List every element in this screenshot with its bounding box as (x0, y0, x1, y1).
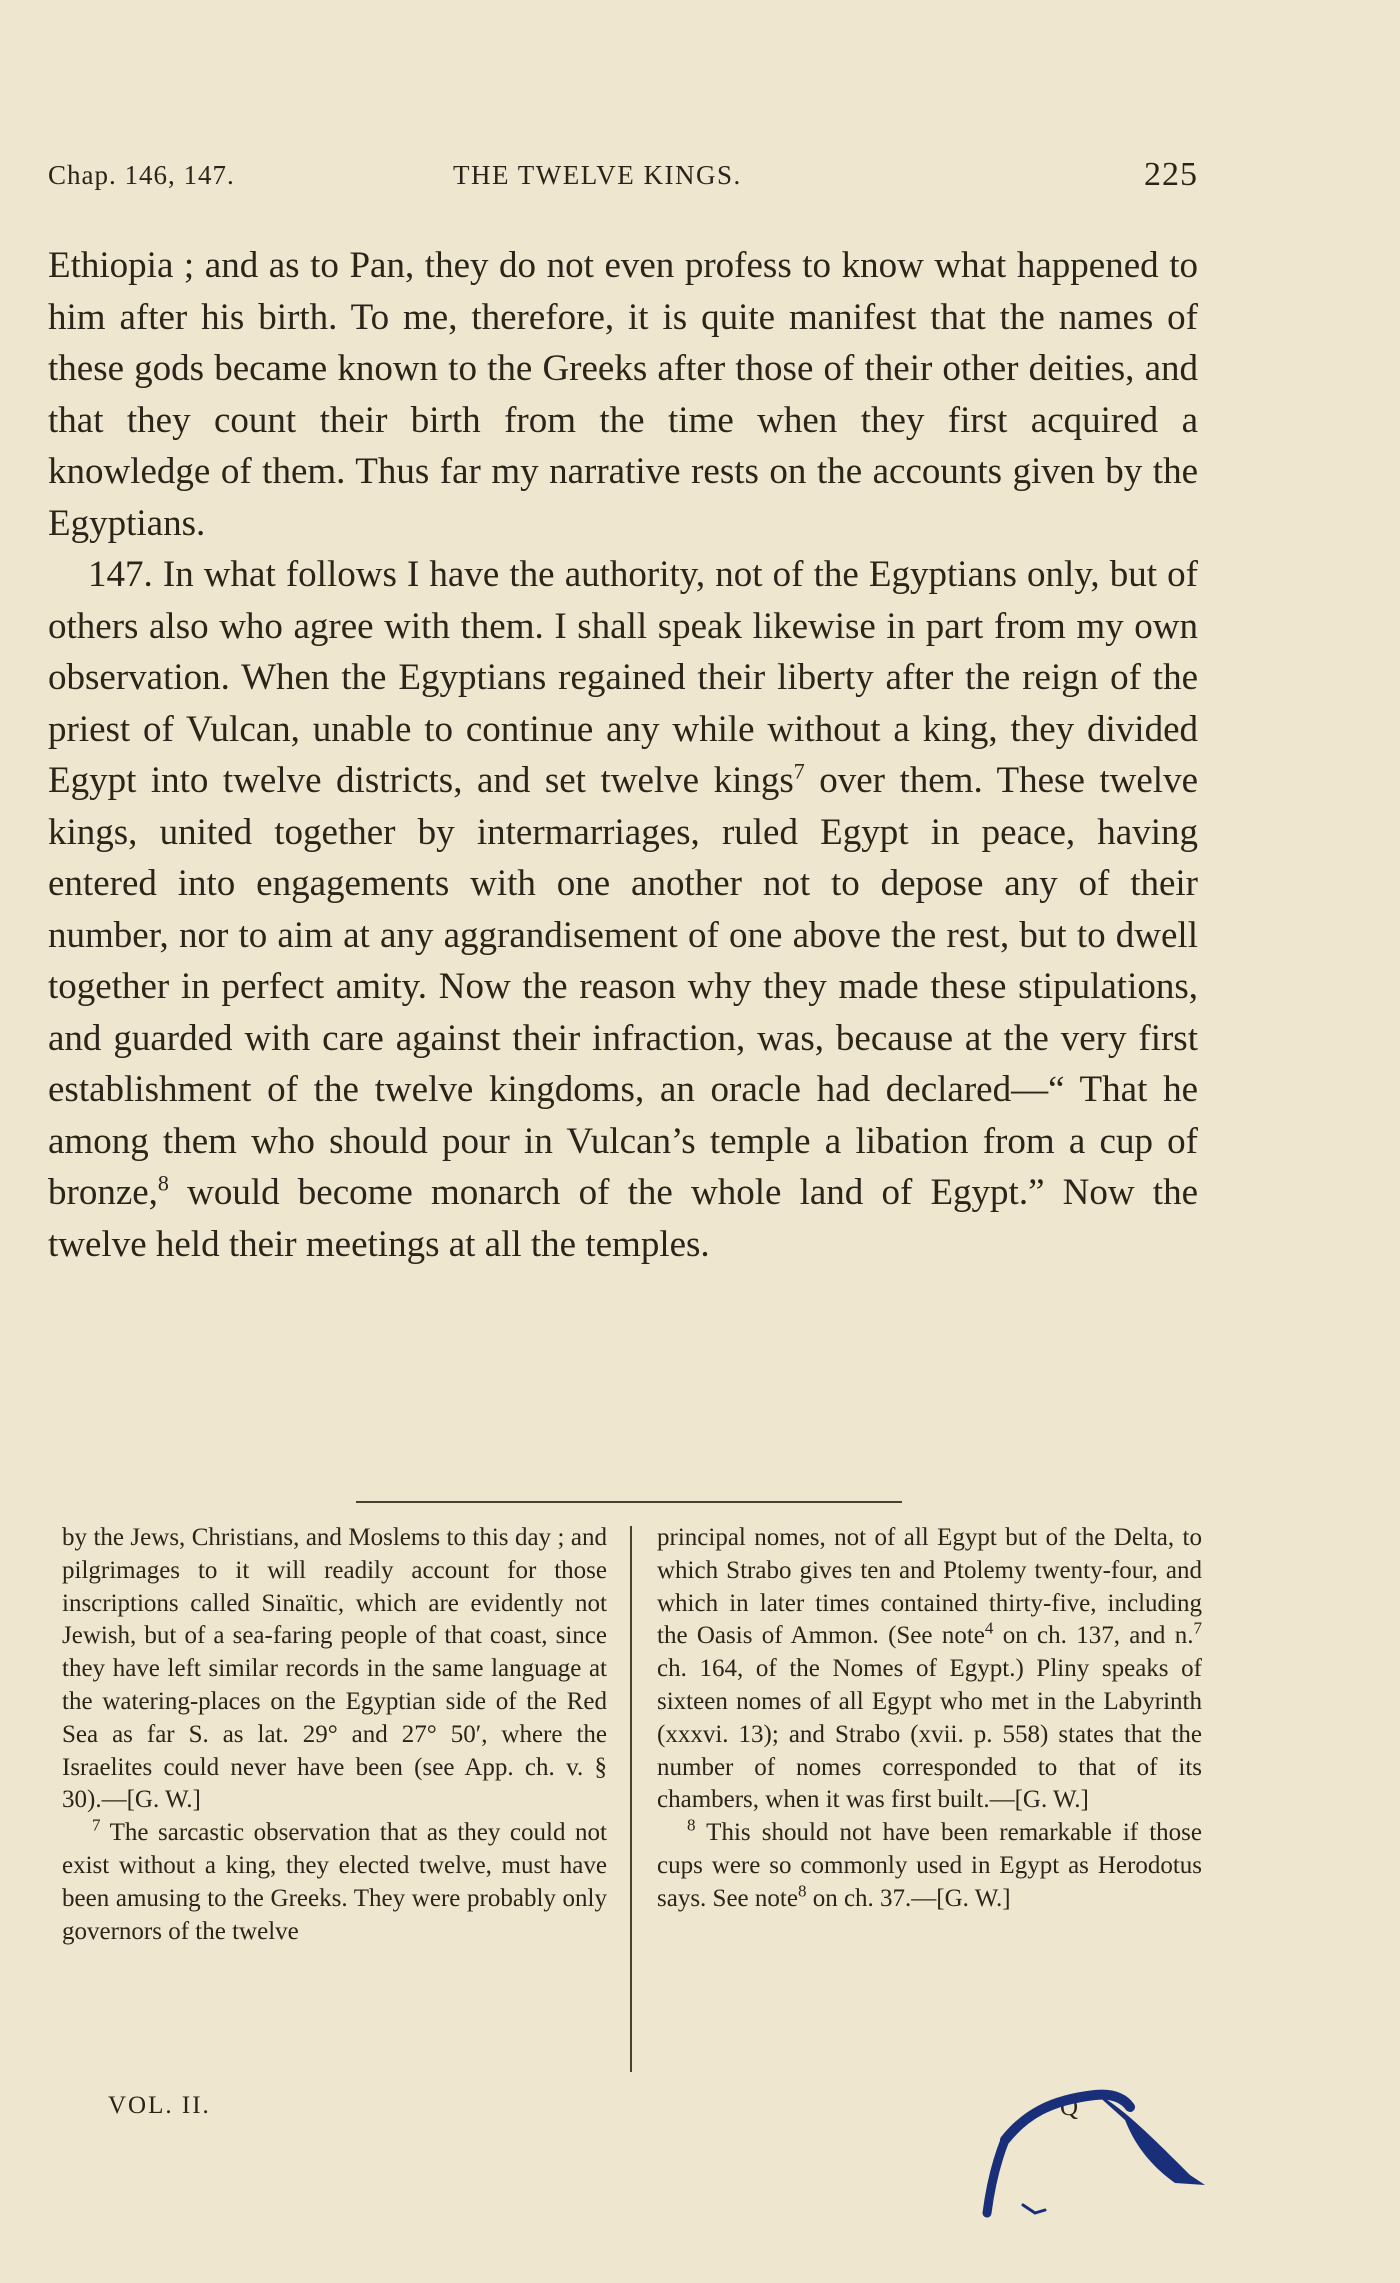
footnote-7-cont-part1: principal nomes, not of all Egypt but of the Delta, to which Strabo gives ten and Ptolemy twenty-four, and which in later times contained thirty-five, including the Oasis of Ammon. (See note (657, 1524, 1202, 1650)
footnote-continuation: by the Jews, Christians, and Moslems to this day ; and pilgrimages to it will readily account for those inscriptions called Sinaïtic, which are evidently not Jewish, but of a sea-faring people of that coast, since they have left similar records in the same language at the watering-places on the Egyptian side of the Red Sea as far S. as lat. 29° and 27° 50′, where the Israelites could never have been (see App. ch. v. § 30).—[G. W.] (62, 1524, 607, 1814)
paragraph-147-part2: over them. These twelve kings, united together by intermarriages, ruled Egypt in peace, having entered into engagements with one another not to depose any of their number, nor to aim at any aggrandisement of one above the rest, but to dwell together in perfect amity. Now the reason why they made these stipulations, and guarded with care against their infraction, was, because at the very first establishment of the twelve kingdoms, an oracle had declared—“ That he among them who should pour in Vulcan’s temple a libation from a cup of bronze, (48, 760, 1198, 1213)
paragraph-147-part1: 147. In what follows I have the authority, not of the Egyptians only, but of others also who agree with them. I shall speak likewise in part from my own observation. When the Egyptians regained their liberty after the reign of the priest of Vulcan, unable to continue any while without a king, they divided Egypt into twelve districts, and set twelve kings (48, 554, 1198, 801)
paragraph-147-part3: would become monarch of the whole land of Egypt.” Now the twelve held their meetings at all the temples. (48, 1172, 1198, 1265)
footnote-7-mark: 7 (92, 1815, 101, 1835)
main-text (48, 240, 1198, 1270)
footnote-7-cont-part3: ch. 164, of the Nomes of Egypt.) Pliny speaks of sixteen nomes of all Egypt who met in the Labyrinth (xxxvi. 13); and Strabo (xvii. p. 558) states that the number of nomes corresponded to that of its chambers, when it was first built.—[G. W.] (657, 1655, 1202, 1814)
signature-mark: Q (1060, 2094, 1079, 2121)
paragraph-continuation: Ethiopia ; and as to Pan, they do not even profess to know what happened to him after his birth. To me, therefore, it is quite manifest that the names of these gods became known to the Greeks after those of their other deities, and that they count their birth from the time when they first acquired a knowledge of them. Thus far my narrative rests on the accounts given by the Egyptians. (48, 245, 1198, 544)
footnote-column-left (62, 1522, 607, 1948)
chapter-reference: Chap. 146, 147. (48, 160, 235, 190)
ink-scribble-mark (935, 2045, 1225, 2225)
note-ref-7: 7 (1193, 1619, 1202, 1639)
footnote-7-continued (657, 1522, 1202, 1817)
volume-label: VOL. II. (108, 2092, 211, 2119)
paragraph-147 (48, 549, 1198, 1270)
footnote-ref-7: 7 (793, 758, 805, 784)
column-divider (630, 1526, 632, 2072)
footnote-8 (657, 1817, 1202, 1915)
page-number: 225 (1144, 156, 1198, 193)
footnote-8-text-b: on ch. 37.—[G. W.] (806, 1884, 1011, 1912)
footnote-ref-8: 8 (157, 1170, 169, 1196)
page-title: THE TWELVE KINGS. (453, 160, 742, 190)
note-ref-4: 4 (984, 1619, 994, 1639)
footnote-rule (356, 1501, 902, 1503)
footnote-8-text-a: This should not have been remarkable if those cups were so commonly used in Egypt as Herodotus says. See note (657, 1819, 1202, 1912)
footnote-7-text: The sarcastic observation that as they could not exist without a king, they elected twelve, must have been amusing to the Greeks. They were probably only governors of the twelve (62, 1819, 607, 1945)
running-head (48, 156, 1198, 200)
footnotes (62, 1522, 1204, 2082)
footnote-7 (62, 1817, 607, 1948)
footnote-7-cont-part2: on ch. 137, and n. (993, 1622, 1194, 1650)
note-ref-8: 8 (797, 1881, 807, 1901)
footnote-column-right (657, 1522, 1202, 1916)
footnote-8-mark: 8 (687, 1815, 696, 1835)
